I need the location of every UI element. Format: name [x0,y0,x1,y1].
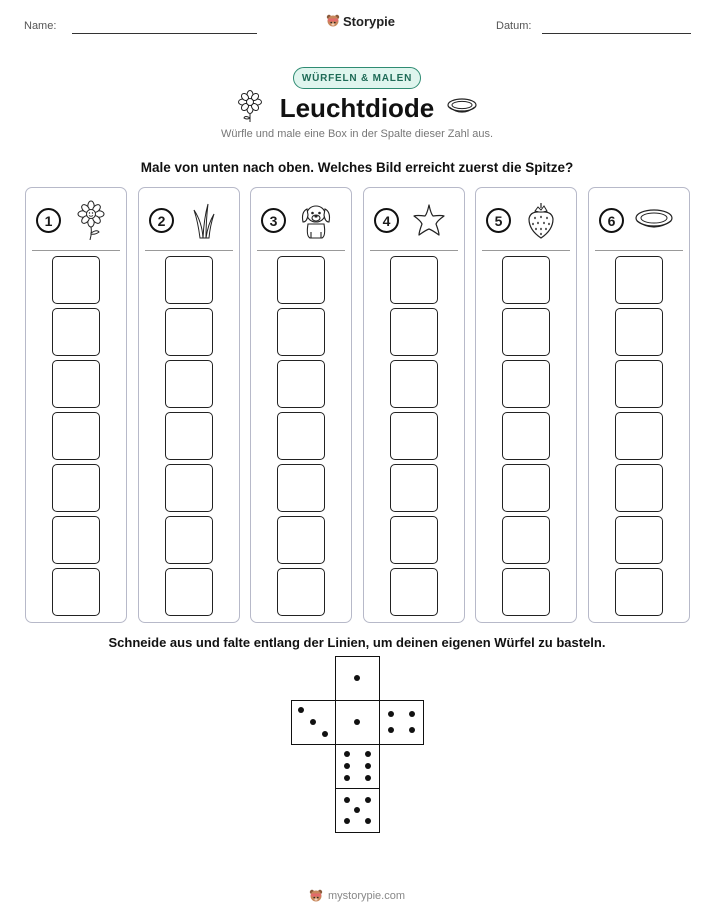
color-box[interactable] [165,360,213,408]
die-face-1 [335,656,380,701]
die-pip [365,763,371,769]
color-box[interactable] [52,464,100,512]
bear-logo-icon [309,888,323,904]
name-line [72,33,257,34]
color-box[interactable] [165,516,213,564]
color-box[interactable] [165,308,213,356]
die-pip [365,751,371,757]
puppy-icon [296,200,336,240]
color-box[interactable] [277,308,325,356]
column-1 [25,187,127,623]
column-divider [370,250,458,251]
color-box[interactable] [615,412,663,460]
column-5 [475,187,577,623]
color-box[interactable] [390,256,438,304]
color-box[interactable] [615,308,663,356]
color-box[interactable] [615,360,663,408]
die-face-5 [335,788,380,833]
column-number: 6 [599,208,624,233]
die-face-4 [379,700,424,745]
die-pip [365,797,371,803]
die-pip [310,719,316,725]
color-box[interactable] [52,308,100,356]
color-box[interactable] [502,516,550,564]
color-box[interactable] [390,412,438,460]
color-box[interactable] [52,360,100,408]
column-number: 1 [36,208,61,233]
subtitle: Würfle und male eine Box in der Spalte dieser Zahl aus. [220,128,494,140]
die-face-6 [335,744,380,789]
name-label: Name: [24,20,57,32]
column-header [26,188,126,250]
color-box[interactable] [277,256,325,304]
column-header [476,188,576,250]
color-box[interactable] [390,360,438,408]
column-4 [363,187,465,623]
color-box[interactable] [390,464,438,512]
die-pip [354,807,360,813]
color-box[interactable] [52,516,100,564]
color-box[interactable] [165,464,213,512]
color-box[interactable] [502,412,550,460]
color-box[interactable] [52,568,100,616]
color-box[interactable] [165,568,213,616]
die-pip [354,675,360,681]
color-box[interactable] [277,516,325,564]
die-pip [354,719,360,725]
column-divider [482,250,570,251]
color-box[interactable] [277,464,325,512]
column-divider [257,250,345,251]
storypie-logo [326,13,395,29]
activity-badge: WÜRFELN & MALEN [293,67,421,89]
color-box[interactable] [390,308,438,356]
strawberry-icon [521,200,561,240]
die-pip [344,797,350,803]
starfish-icon [409,200,449,240]
die-pip [344,818,350,824]
color-box[interactable] [390,568,438,616]
die-face-3 [291,700,336,745]
color-box[interactable] [615,516,663,564]
color-box[interactable] [52,256,100,304]
die-pip [365,775,371,781]
column-header [589,188,689,250]
die-pip [298,707,304,713]
column-number: 3 [261,208,286,233]
brand-name: Storypie [343,13,396,29]
column-number: 5 [486,208,511,233]
color-box[interactable] [615,464,663,512]
column-header [139,188,239,250]
page-title: Leuchtdiode [279,93,435,123]
color-box[interactable] [502,568,550,616]
footer [0,888,714,904]
die-pip [409,711,415,717]
date-label: Datum: [496,20,532,32]
color-box[interactable] [502,360,550,408]
column-number: 2 [149,208,174,233]
color-box[interactable] [277,360,325,408]
die-pip [344,763,350,769]
color-box[interactable] [165,256,213,304]
grass-icon [184,200,224,240]
color-box[interactable] [502,256,550,304]
die-pip [388,727,394,733]
instruction: Male von unten nach oben. Welches Bild erreicht zuerst die Spitze? [140,160,574,175]
die-pip [322,731,328,737]
die-pip [344,775,350,781]
color-box[interactable] [277,568,325,616]
column-6 [588,187,690,623]
bowl-icon [446,97,478,117]
die-pip [409,727,415,733]
color-box[interactable] [390,516,438,564]
column-divider [595,250,683,251]
color-box[interactable] [615,568,663,616]
color-box[interactable] [52,412,100,460]
color-box[interactable] [277,412,325,460]
column-2 [138,187,240,623]
column-divider [145,250,233,251]
date-line [542,33,691,34]
column-header [251,188,351,250]
column-header [364,188,464,250]
die-face-1 [335,700,380,745]
bear-logo-icon [326,13,340,29]
die-pip [344,751,350,757]
column-3 [250,187,352,623]
cut-instruction: Schneide aus und falte entlang der Linien, um deinen eigenen Würfel zu basteln. [108,635,606,650]
color-box[interactable] [502,464,550,512]
die-pip [388,711,394,717]
column-divider [32,250,120,251]
footer-url: mystorypie.com [327,890,406,902]
column-number: 4 [374,208,399,233]
color-box[interactable] [615,256,663,304]
color-box[interactable] [502,308,550,356]
flower-icon [71,200,111,240]
die-pip [365,818,371,824]
bowl-icon [634,200,674,240]
color-box[interactable] [165,412,213,460]
